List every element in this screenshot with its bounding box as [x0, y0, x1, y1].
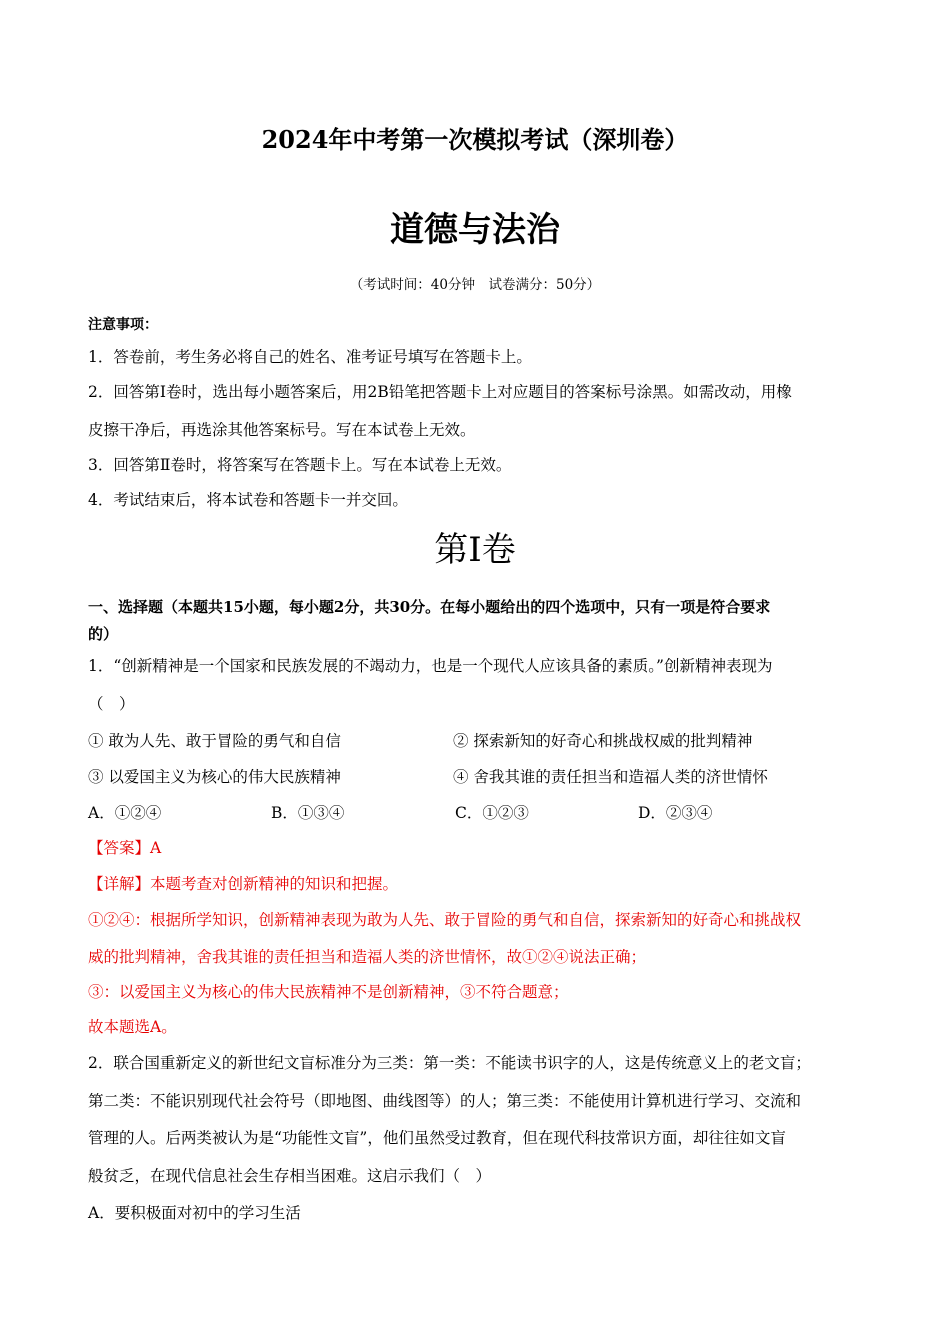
notice-item: 皮擦干净后，再选涂其他答案标号。写在本试卷上无效。 [88, 421, 476, 439]
section-instruction: 一、选择题（本题共15小题，每小题2分，共30分。在每小题给出的四个选项中，只有一项是符合要求 [88, 598, 771, 616]
q2-stem: 第二类：不能识别现代社会符号（即地图、曲线图等）的人；第三类：不能使用计算机进行学习、交流和 [88, 1092, 802, 1110]
q1-answer: 【答案】A [88, 839, 162, 857]
q1-explain: 故本题选A。 [88, 1018, 177, 1036]
exam-info: （考试时间：40分钟 试卷满分：50分） [349, 277, 601, 293]
q1-statement: ③ 以爱国主义为核心的伟大民族精神 [88, 768, 341, 786]
notice-item: 3．回答第Ⅱ卷时，将答案写在答题卡上。写在本试卷上无效。 [88, 456, 512, 474]
q1-explain: ①②④：根据所学知识，创新精神表现为敢为人先、敢于冒险的勇气和自信，探索新知的好奇心和挑战权 [88, 911, 802, 929]
q1-stem: 1．“创新精神是一个国家和民族发展的不竭动力，也是一个现代人应该具备的素质。”创新精神表现为 [88, 657, 773, 675]
notice-item: 1．答卷前，考生务必将自己的姓名、准考证号填写在答题卡上。 [88, 348, 532, 366]
q2-stem: 2．联合国重新定义的新世纪文盲标准分为三类：第一类：不能读书识字的人，这是传统意义上的老文盲； [88, 1054, 811, 1072]
q1-statement: ② 探索新知的好奇心和挑战权威的批判精神 [453, 732, 753, 750]
exam-title: 2024年中考第一次模拟考试（深圳卷） [261, 125, 689, 154]
q1-statement: ④ 舍我其谁的责任担当和造福人类的济世情怀 [453, 768, 768, 786]
q2-option-a: A．要积极面对初中的学习生活 [88, 1204, 301, 1222]
q1-stem: （ ） [88, 695, 135, 713]
q1-option-a: A．①②④ [88, 804, 162, 822]
q1-explain: 威的批判精神，舍我其谁的责任担当和造福人类的济世情怀，故①②④说法正确； [88, 948, 647, 966]
q1-explain: ③：以爱国主义为核心的伟大民族精神不是创新精神，③不符合题意； [88, 983, 569, 1001]
q2-stem: 管理的人。后两类被认为是“功能性文盲”，他们虽然受过教育，但在现代科技常识方面，却往往如文盲 [88, 1129, 786, 1147]
q1-option-b: B．①③④ [271, 804, 345, 822]
q1-explain: 【详解】本题考查对创新精神的知识和把握。 [88, 875, 399, 893]
section-title: 第Ⅰ卷 [434, 530, 516, 570]
q1-option-d: D．②③④ [638, 804, 713, 822]
notice-item: 2．回答第Ⅰ卷时，选出每小题答案后，用2B铅笔把答题卡上对应题目的答案标号涂黑。如需改动，用橡 [88, 383, 792, 401]
section-instruction: 的） [88, 625, 119, 643]
subject-title: 道德与法治 [390, 210, 560, 250]
notice-item: 4．考试结束后，将本试卷和答题卡一并交回。 [88, 491, 408, 509]
q1-option-c: C．①②③ [455, 804, 529, 822]
q1-statement: ① 敢为人先、敢于冒险的勇气和自信 [88, 732, 341, 750]
q2-stem: 般贫乏，在现代信息社会生存相当困难。这启示我们（ ） [88, 1167, 492, 1185]
notice-heading: 注意事项： [88, 317, 158, 333]
